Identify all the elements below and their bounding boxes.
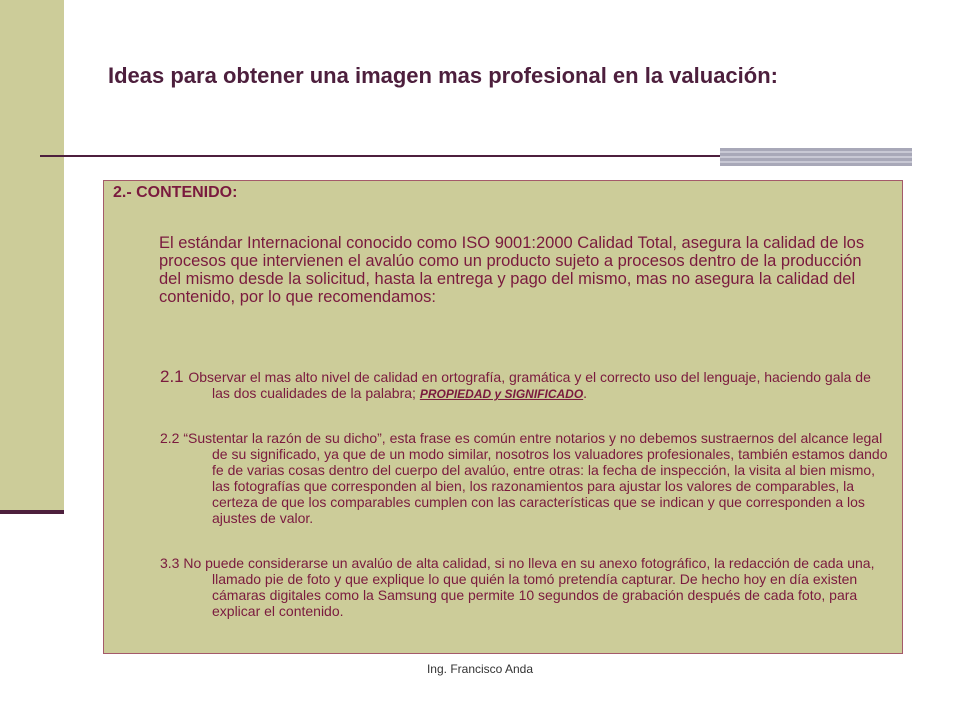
list-item-text: Observar el mas alto nivel de calidad en ortografía, gramática y el correcto uso del lenguaje, haciendo gala de las dos cualidades de la palabra; [188, 369, 871, 401]
list-item [160, 369, 892, 402]
list-item: 2.2 “Sustentar la razón de su dicho”, esta frase es común entre notarios y no debemos sustraernos del alcance legal de su significado, ya que de un modo similar, nosotros los valuadores profesionales, también estamos dando fe de varias cosas dentro del cuerpo del avalúo, entre otras: la fecha de inspección, la visita al bien mismo, las fotografías que corresponden al bien, los razonamientos para ajustar los valores de comparables, la certeza de que los comparables cumplen con las características que se indican y que corresponden a los ajustes de valor. [160, 430, 888, 526]
list-item: 3.3 No puede considerarse un avalúo de alta calidad, si no lleva en su anexo fotográfico, la redacción de cada una, llamado pie de foto y que explique lo que quién la tomó pretendía capturar. De hecho hoy en día existen cámaras digitales como la Samsung que permite 10 segundos de grabación después de cada foto, para explicar el contenido. [160, 555, 875, 619]
intro-paragraph: El estándar Internacional conocido como ISO 9001:2000 Calidad Total, asegura la calidad de los procesos que intervienen el avalúo como un producto sujeto a procesos dentro de la producción del mismo desde la solicitud, hasta la entrega y pago del mismo, mas no asegura la calidad del contenido, por lo que recomendamos: [159, 234, 865, 306]
title-divider-accent [720, 148, 912, 166]
section-heading: 2.- CONTENIDO: [113, 184, 238, 201]
footer-author: Ing. Francisco Anda [426, 662, 534, 676]
content-box [103, 180, 903, 654]
list-item-number: 2.1 [160, 367, 189, 386]
list-item-end: . [583, 385, 588, 401]
emphasis-text: PROPIEDAD y SIGNIFICADO [419, 387, 584, 401]
title-divider-line [40, 155, 724, 157]
slide-title: Ideas para obtener una imagen mas profesional en la valuación: [108, 63, 778, 88]
left-decorative-band [0, 0, 64, 512]
left-accent-bar [0, 510, 64, 514]
